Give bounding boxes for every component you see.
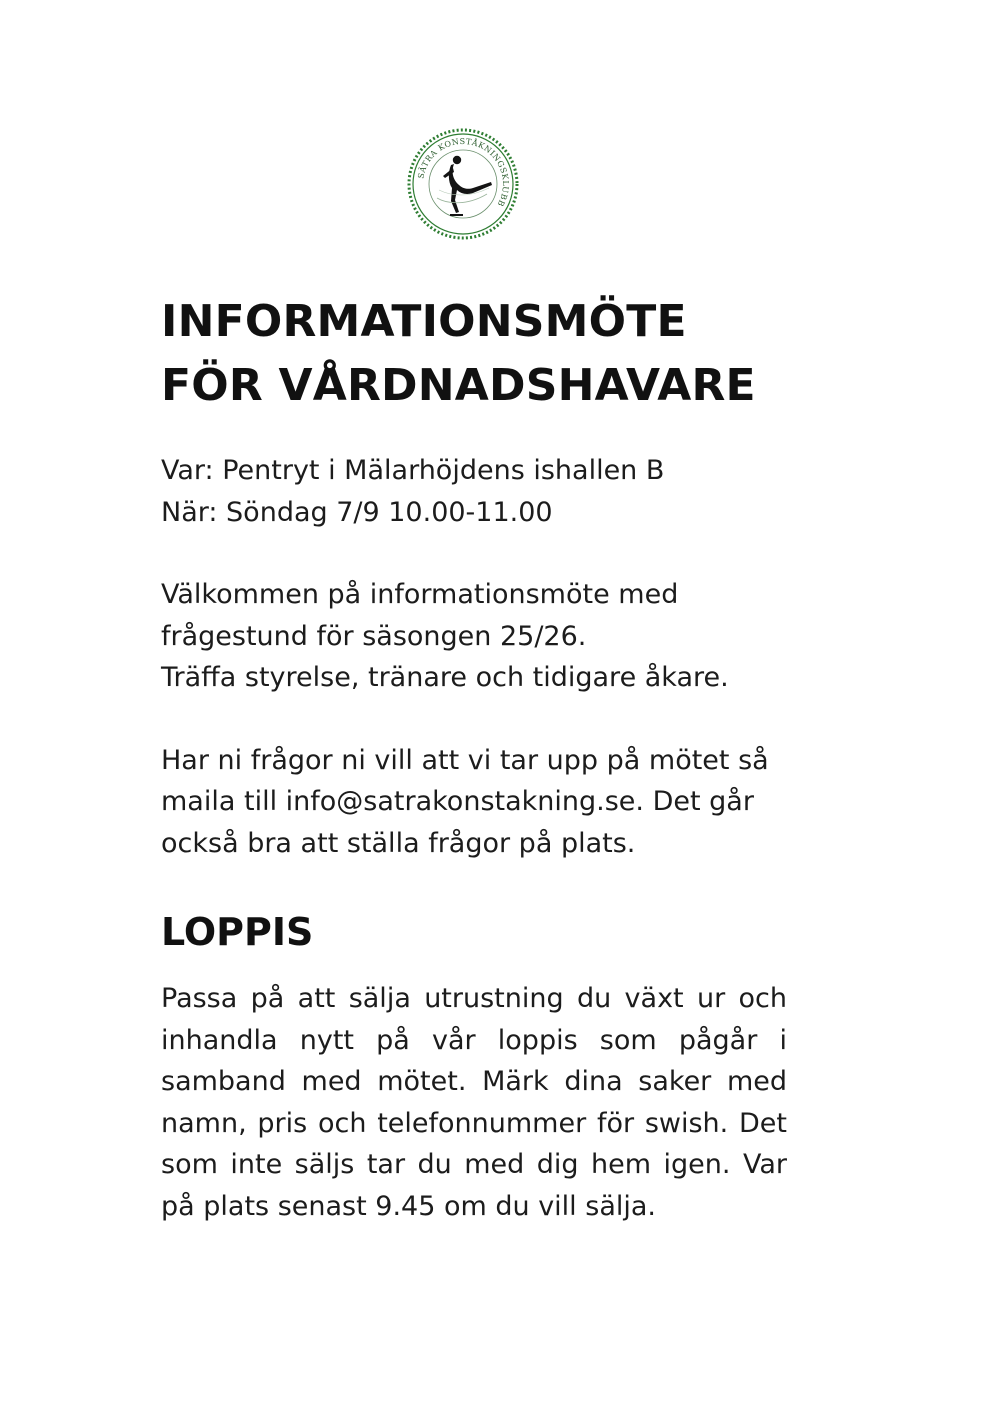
paragraph-line: Välkommen på informationsmöte med xyxy=(161,579,679,610)
title-line: FÖR VÅRDNADSHAVARE xyxy=(161,360,756,411)
figure-skater-emblem-icon xyxy=(407,128,519,240)
logo-ring-text: SÄTRA KONSTÅKNINGSKLUBB xyxy=(416,136,511,209)
welcome-paragraph xyxy=(161,574,791,699)
meeting-details xyxy=(161,450,791,533)
paragraph-line: Träffa styrelse, tränare och tidigare åkare. xyxy=(161,662,729,693)
flyer-content xyxy=(161,290,791,1227)
title-line: INFORMATIONSMÖTE xyxy=(161,296,687,347)
club-logo xyxy=(407,128,519,240)
paragraph-line: maila till info@satrakonstakning.se. Det går xyxy=(161,786,754,817)
loppis-paragraph: Passa på att sälja utrustning du växt ur och inhandla nytt på vår loppis som pågår i samband med mötet. Märk dina saker med namn, pris och telefonnummer för swish. Det som inte säljs tar du med dig hem igen. Var på plats senast 9.45 om du vill sälja. xyxy=(161,983,787,1222)
loppis-title: LOPPIS xyxy=(161,910,314,954)
paragraph-line: Har ni frågor ni vill att vi tar upp på mötet så xyxy=(161,744,769,776)
meeting-location: Var: Pentryt i Mälarhöjdens ishallen B xyxy=(161,455,665,486)
meeting-time: När: Söndag 7/9 10.00-11.00 xyxy=(161,496,553,528)
paragraph-line: också bra att ställa frågor på plats. xyxy=(161,827,636,859)
paragraph-line: frågestund för säsongen 25/26. xyxy=(161,620,587,652)
questions-paragraph xyxy=(161,740,791,865)
info-meeting-title xyxy=(161,290,791,418)
